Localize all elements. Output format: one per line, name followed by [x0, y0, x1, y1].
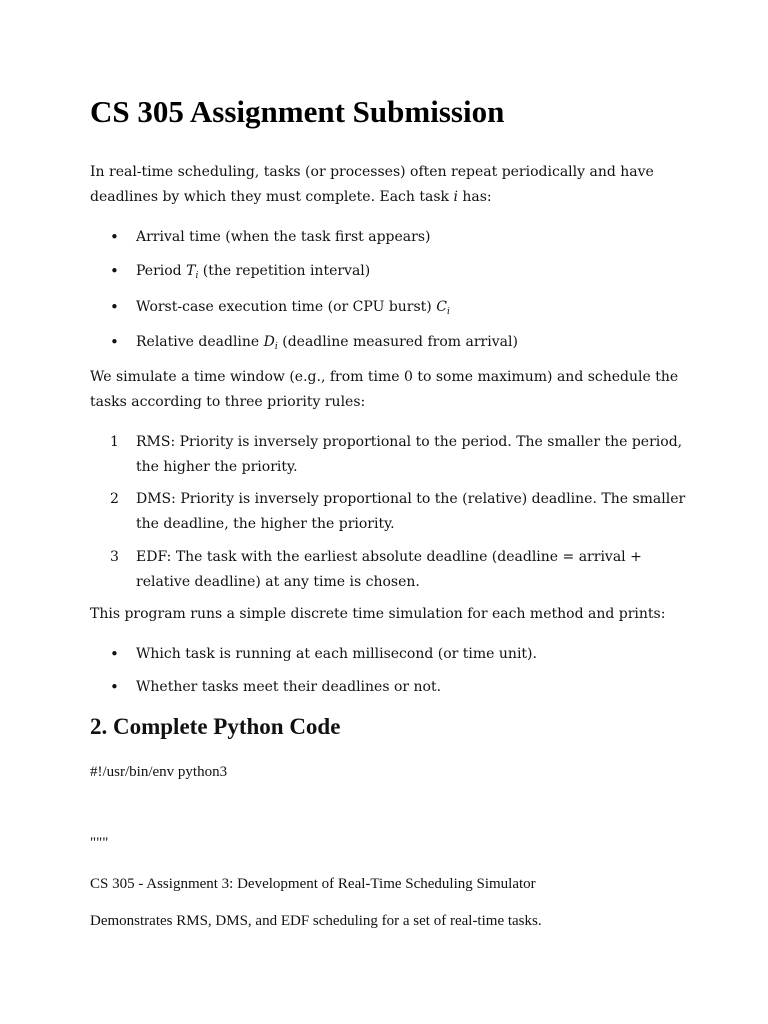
list-item	[90, 295, 690, 320]
list-number: 1	[110, 434, 119, 450]
bullet-icon: •	[110, 333, 119, 351]
list-item	[90, 330, 690, 355]
code-line: Demonstrates RMS, DMS, and EDF scheduling for a set of real-time tasks.	[90, 913, 542, 929]
period-subscript: i	[195, 271, 199, 281]
list-item-text: Worst-case execution time (or CPU burst)	[136, 299, 437, 315]
code-line: """	[90, 835, 109, 851]
list-number: 3	[110, 549, 119, 565]
period-symbol: T	[186, 263, 196, 279]
burst-symbol: C	[436, 299, 447, 315]
burst-subscript: i	[446, 307, 450, 317]
document-title: CS 305 Assignment Submission	[90, 94, 505, 129]
list-item-text: Which task is running at each millisecond (or time unit).	[136, 646, 537, 662]
list-item-text: Period	[136, 263, 187, 279]
list-item-text: (deadline measured from arrival)	[277, 334, 518, 350]
program-paragraph: This program runs a simple discrete time simulation for each method and prints:	[90, 606, 666, 622]
intro-text: In real-time scheduling, tasks (or processes) often repeat periodically and have deadlines by which they must complete. Each task	[90, 164, 654, 205]
list-item	[90, 430, 690, 480]
deadline-symbol: D	[263, 334, 275, 350]
list-item	[90, 642, 690, 667]
code-line: CS 305 - Assignment 3: Development of Real-Time Scheduling Simulator	[90, 876, 536, 892]
list-item-text: Whether tasks meet their deadlines or not.	[136, 679, 442, 695]
simulate-paragraph: We simulate a time window (e.g., from time 0 to some maximum) and schedule the tasks according to three priority rules:	[90, 369, 679, 410]
section-heading: 2. Complete Python Code	[90, 714, 341, 739]
list-item	[90, 259, 690, 284]
list-item-text: Relative deadline	[136, 334, 264, 350]
task-variable-i: i	[453, 189, 458, 205]
bullet-icon: •	[110, 678, 119, 696]
list-item-text: Arrival time (when the task first appears)	[136, 229, 431, 245]
intro-paragraph	[90, 160, 690, 210]
bullet-icon: •	[110, 228, 119, 246]
list-item-text: (the repetition interval)	[198, 263, 371, 279]
list-number: 2	[110, 491, 119, 507]
rule-text: RMS: Priority is inversely proportional to the period. The smaller the period, the higher the priority.	[136, 434, 683, 475]
intro-text-end: has:	[457, 189, 492, 205]
bullet-icon: •	[110, 262, 119, 280]
bullet-icon: •	[110, 645, 119, 663]
deadline-subscript: i	[274, 342, 278, 352]
list-item	[90, 487, 690, 537]
rule-text: EDF: The task with the earliest absolute deadline (deadline = arrival + relative deadline) at any time is chosen.	[136, 549, 642, 590]
list-item	[90, 675, 690, 700]
list-item	[90, 225, 690, 250]
code-line: #!/usr/bin/env python3	[90, 764, 228, 780]
rule-text: DMS: Priority is inversely proportional to the (relative) deadline. The smaller the deadline, the higher the priority.	[136, 491, 686, 532]
list-item	[90, 545, 690, 595]
bullet-icon: •	[110, 298, 119, 316]
